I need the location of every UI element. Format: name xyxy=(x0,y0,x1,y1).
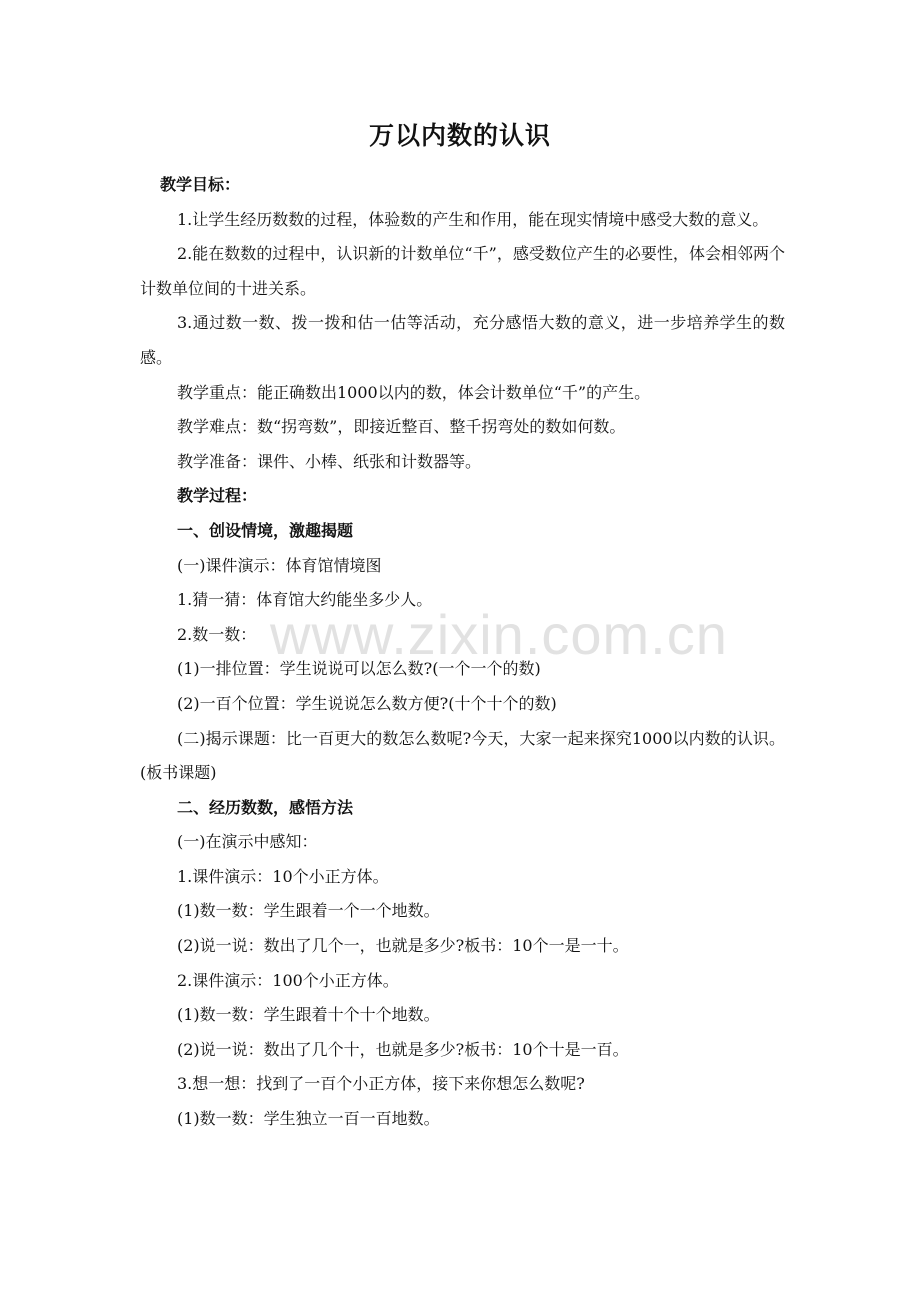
section-heading-objectives: 教学目标： xyxy=(160,175,241,194)
preparation: 教学准备：课件、小棒、纸张和计数器等。 xyxy=(177,451,482,471)
key-point: 教学重点：能正确数出1000以内的数，体会计数单位“千”的产生。 xyxy=(177,382,651,402)
paragraph: 2.课件演示：100个小正方体。 xyxy=(177,970,399,990)
paragraph: (1)一排位置：学生说说可以怎么数?(一个一个的数) xyxy=(177,659,541,679)
document-title: 万以内数的认识 xyxy=(368,121,551,150)
section-heading-part-2: 二、经历数数，感悟方法 xyxy=(177,797,354,817)
objective-1: 1.让学生经历数数的过程，体验数的产生和作用，能在现实情境中感受大数的意义。 xyxy=(177,209,769,229)
paragraph: 2.数一数： xyxy=(177,624,257,644)
paragraph: 3.想一想：找到了一百个小正方体，接下来你想怎么数呢? xyxy=(177,1074,585,1094)
section-heading-process: 教学过程： xyxy=(177,486,258,506)
paragraph: 1.课件演示：10个小正方体。 xyxy=(177,866,389,886)
paragraph: (1)数一数：学生独立一百一百地数。 xyxy=(177,1109,440,1129)
paragraph: (1)数一数：学生跟着十个十个地数。 xyxy=(177,1005,440,1025)
difficult-point: 教学难点：数“拐弯数”，即接近整百、整千拐弯处的数如何数。 xyxy=(177,417,626,437)
paragraph: (1)数一数：学生跟着一个一个地数。 xyxy=(177,901,440,921)
paragraph: (2)一百个位置：学生说说怎么数方便?(十个十个的数) xyxy=(177,693,557,713)
paragraph: 1.猜一猜：体育馆大约能坐多少人。 xyxy=(177,590,433,610)
objective-2: 2.能在数数的过程中，认识新的计数单位“千”，感受数位产生的必要性，体会相邻两个计数单位间的十进关系。 xyxy=(140,244,785,298)
paragraph: (一)在演示中感知： xyxy=(177,832,318,852)
paragraph: (二)揭示课题：比一百更大的数怎么数呢?今天，大家一起来探究1000以内数的认识。(板书课题) xyxy=(140,728,785,783)
watermark: www.zixin.com.cn xyxy=(270,603,728,666)
section-heading-part-1: 一、创设情境，激趣揭题 xyxy=(177,520,354,540)
objective-3: 3.通过数一数、拨一拨和估一估等活动，充分感悟大数的意义，进一步培养学生的数感。 xyxy=(140,313,785,367)
paragraph: (2)说一说：数出了几个十，也就是多少?板书：10个十是一百。 xyxy=(177,1039,629,1059)
paragraph: (一)课件演示：体育馆情境图 xyxy=(177,555,382,575)
paragraph: (2)说一说：数出了几个一，也就是多少?板书：10个一是一十。 xyxy=(177,936,629,956)
